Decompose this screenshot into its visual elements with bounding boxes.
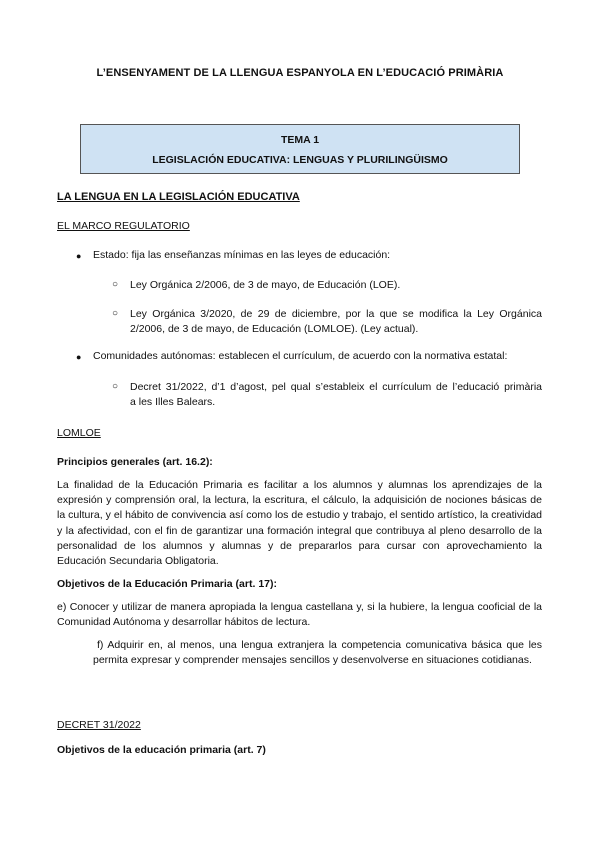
marco-sub-loe: Ley Orgánica 2/2006, de 3 de mayo, de Educación (LOE). [130,279,401,291]
marco-sub-lomloe-line1: Ley Orgánica 3/2020, de 29 de diciembre, por la que se modifica la Ley Orgánica [130,308,542,320]
bullet-circle: ○ [112,279,119,290]
marco-bullet-estado: Estado: fija las enseñanzas mínimas en las leyes de educación: [93,249,391,261]
objetivo-f: f) Adquirir en, al menos, una lengua extranjera la competencia comunicativa básica que les permita expresar y comprender mensajes sencillos y desenvolverse en situaciones cotidianas. [93,639,542,667]
decret-objetivos-heading: Objetivos de la educación primaria (art. 7) [57,744,266,756]
principios-heading: Principios generales (art. 16.2): [57,456,213,468]
theme-title: LEGISLACIÓN EDUCATIVA: LENGUAS Y PLURILINGÜISMO [152,154,448,167]
bullet-dot: ● [76,352,82,362]
bullet-dot: ● [76,251,82,261]
bullet-circle: ○ [112,381,119,392]
marco-sub-lomloe-line2: 2/2006, de 3 de mayo, de Educación (LOMLOE). (Ley actual). [130,323,419,336]
section-heading: LA LENGUA EN LA LEGISLACIÓN EDUCATIVA [57,191,300,203]
bullet-circle: ○ [112,308,119,319]
marco-sub-decret [130,380,542,410]
document-title: L’ENSENYAMENT DE LA LLENGUA ESPANYOLA EN L’EDUCACIÓ PRIMÀRIA [96,67,504,79]
lomloe-heading: LOMLOE [57,427,101,439]
marco-sub-decret-line2: a les Illes Balears. [130,396,216,409]
principios-text: La finalidad de la Educación Primaria es facilitar a los alumnos y alumnas los aprendizajes de la expresión y comprensión oral, la lectura, la escritura, el cálculo, la adquisición de nociones básicas de la cultura, y el hábito de convivencia así como los de estudio y trabajo, el sentido artístico, la creatividad y la afectividad, con el fin de garantizar una formación integral que contribuya al pleno desarrollo de la personalidad de los alumnos y alumnas y de prepararlos para cursar con aprovechamiento la Educación Secundaria Obligatoria. [57,479,542,568]
theme-box [80,124,520,174]
decret-heading: DECRET 31/2022 [57,719,141,731]
marco-sub-decret-line1: Decret 31/2022, d’1 d’agost, pel qual s’estableix el currículum de l’educació primària [130,381,542,393]
objetivos-heading: Objetivos de la Educación Primaria (art. 17): [57,578,277,590]
marco-heading: EL MARCO REGULATORIO [57,220,190,232]
objetivo-e: e) Conocer y utilizar de manera apropiada la lengua castellana y, si la hubiere, la lengua cooficial de la Comunidad Autónoma y desarrollar hábitos de lectura. [57,601,542,629]
marco-sub-lomloe [130,307,542,337]
marco-bullet-comunidades: Comunidades autónomas: establecen el currículum, de acuerdo con la normativa estatal: [93,350,508,362]
theme-number: TEMA 1 [280,134,320,146]
